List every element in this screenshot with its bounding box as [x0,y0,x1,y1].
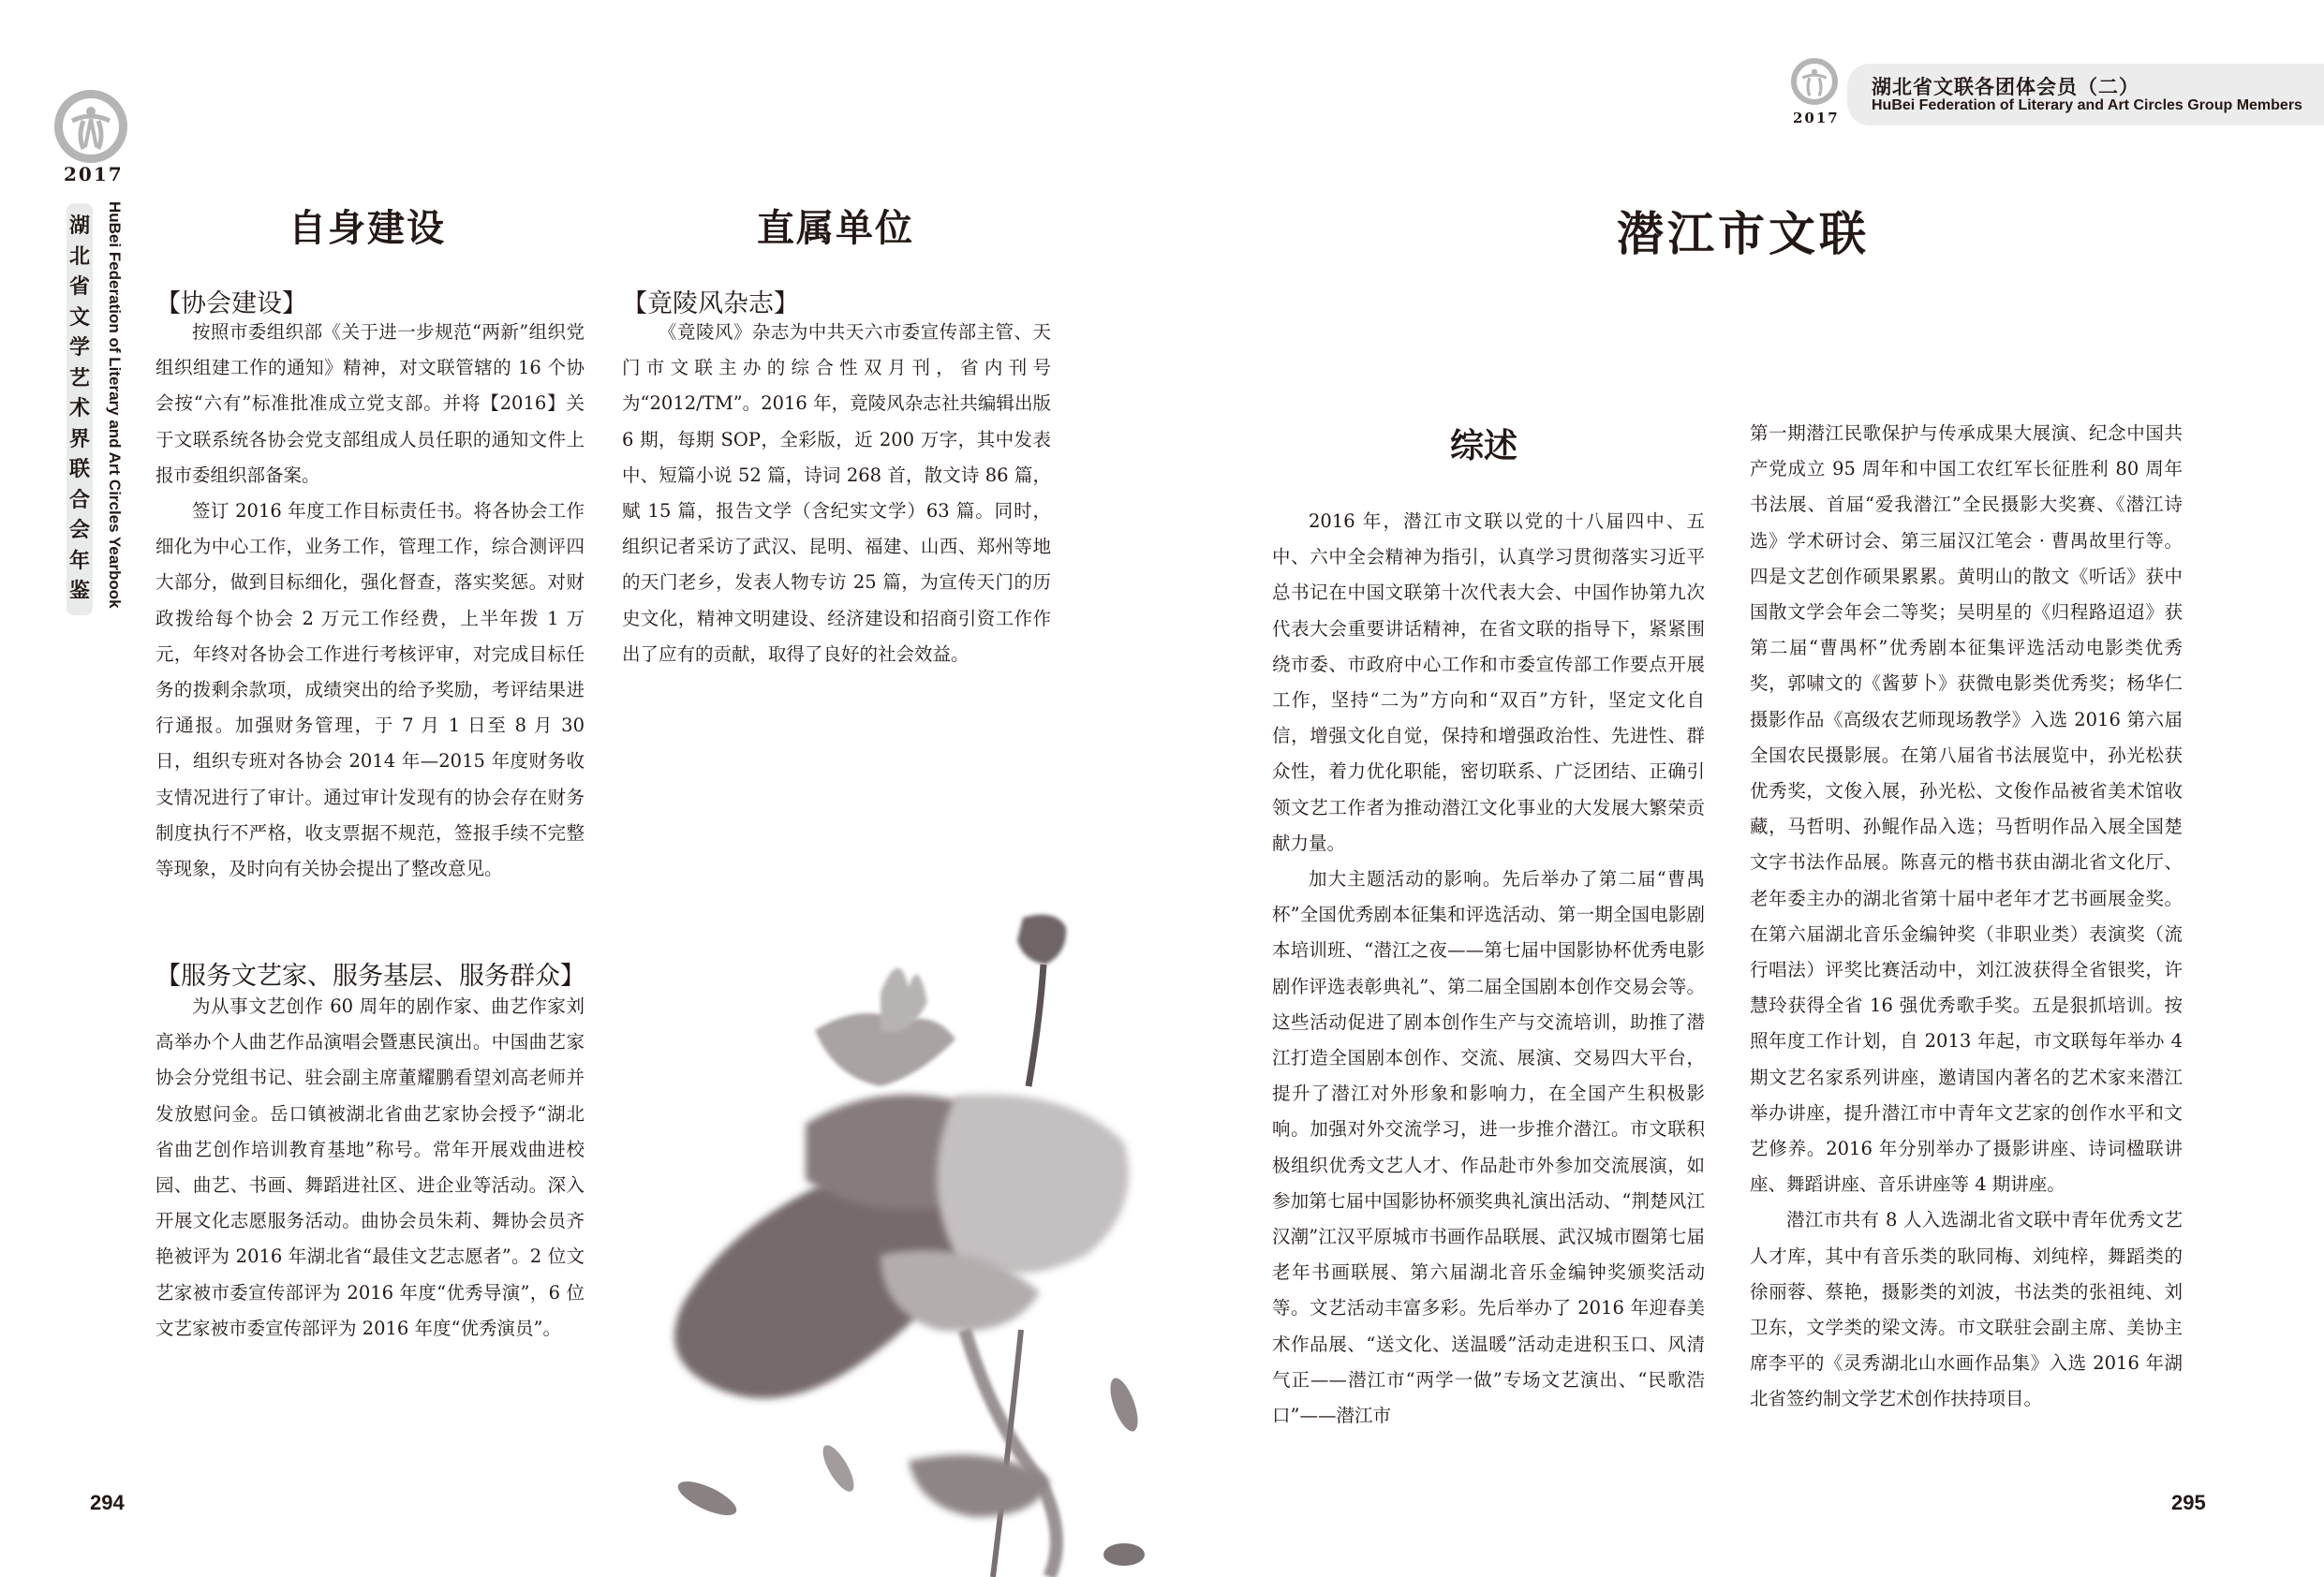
side-title-en [105,201,124,613]
side-title-cn [67,203,93,615]
header-title-en: HuBei Federation of Literary and Art Circles Group Members [1872,97,2302,113]
side-char: 术 [68,397,90,420]
logo-year: 2017 [1793,110,1840,126]
column1-part1 [155,315,585,887]
header-title-cn: 湖北省文联各团体会员（二） [1872,76,2139,98]
paragraph: 签订 2016 年度工作目标责任书。将各协会工作细化为中心工作，业务工作，管理工作，综合测评四大部分，做到目标细化，强化督查，落实奖惩。对财政拨给每个协会 2 万元工作经费，上半年拨 1 万元，年终对各协会工作进行考核评审，对完成目标任务的拨剩余款项，成绩突出的给予奖励，考评结果进行通报。加强财务管理，于 7 月 1 日至 8 月 30 日，组织专班对各协会 2014 年—2015 年度财务收支情况进行了审计。通过审计发现有的协会存在财务制度执行不严格，收支票据不规范，签报手续不完整等现象，及时向有关协会提出了整改意见。 [155,500,585,880]
side-char: 湖 [68,214,90,238]
paragraph: 《竟陵风》杂志为中共天六市委宣传部主管、天门市文联主办的综合性双月刊，省内刊号为“2012/TM”。2016 年，竟陵风杂志社共编辑出版 6 期，每期 SOP，全彩版，近 200 万字，其中发表中、短篇小说 52 篇，诗词 268 首，散文诗 86 篇，赋 15 篇，报告文学（含纪实文学）63 篇。同时，组织记者采访了武汉、昆明、福建、山西、郑州等地的天门老乡，发表人物专访 25 篇，为宣传天门的历史文化，精神文明建设、经济建设和招商引资工作作出了应有的贡献，取得了良好的社会效益。 [622,321,1051,665]
subheading-service: 【服务文艺家、服务基层、服务群众】 [155,962,585,991]
paragraph: 为从事文艺创作 60 周年的剧作家、曲艺作家刘高举办个人曲艺作品演唱会暨惠民演出。中国曲艺家协会分党组书记、驻会副主席董耀鹏看望刘高老师并发放慰问金。岳口镇被湖北省曲艺家协会授予“湖北省曲艺创作培训教育基地”称号。常年开展戏曲进校园、曲艺、书画、舞蹈进社区、进企业等活动。深入开展文化志愿服务活动。曲协会员朱莉、舞协会员齐艳被评为 2016 年湖北省“最佳文艺志愿者”。2 位文艺家被市委宣传部评为 2016 年度“优秀导演”，6 位文艺家被市委宣传部评为 2016 年度“优秀演员”。 [155,995,585,1339]
side-char: 合 [68,488,90,512]
side-char: 联 [68,458,90,481]
section-title-overview: 综述 [1450,427,1518,465]
side-char: 艺 [68,366,90,391]
side-char: 鉴 [68,580,90,603]
side-char: 学 [68,336,90,360]
section-heading-direct-units: 直属单位 [757,207,914,250]
page-title: 潜江市文联 [1617,206,1870,261]
column4-body [1750,416,2183,1418]
page-number-left: 294 [90,1491,125,1514]
side-char: 界 [68,427,90,451]
lotus-ink-painting [600,899,1180,1577]
column1-part2 [155,989,585,1347]
paragraph: 按照市委组织部《关于进一步规范“两新”组织党组织组建工作的通知》精神，对文联管辖的 16 个协会按“六有”标准批准成立党支部。并将【2016】关于文联系统各协会党支部组成人员任职的通知文件上报市委组织部备案。 [155,321,585,486]
side-char: 文 [68,305,90,330]
section-heading-self-building: 自身建设 [289,207,446,250]
side-char: 会 [68,519,90,542]
column2-body [622,315,1051,672]
column3-body [1272,504,1705,1434]
subheading-jinglingfeng: 【竟陵风杂志】 [622,289,799,318]
federation-logo-icon [54,90,127,163]
side-title-en-text: HuBei Federation of Literary and Art Circles Yearbook [106,201,124,609]
paragraph: 加大主题活动的影响。先后举办了第二届“曹禺杯”全国优秀剧本征集和评选活动、第一期全国电影剧本培训班、“潜江之夜——第七届中国影协杯优秀电影剧作评选表彰典礼”、第二届全国剧本创作交易会等。这些活动促进了剧本创作生产与交流培训，助推了潜江打造全国剧本创作、交流、展演、交易四大平台，提升了潜江对外形象和影响力，在全国产生积极影响。加强对外交流学习，进一步推介潜江。市文联积极组织优秀文艺人才、作品赴市外参加交流展演，如参加第七届中国影协杯颁奖典礼演出活动、“荆楚风江汉潮”江汉平原城市书画作品联展、武汉城市圈第七届老年书画联展、第六届湖北音乐金编钟奖颁奖活动等。文艺活动丰富多彩。先后举办了 2016 年迎春美术作品展、“送文化、送温暖”活动走进积玉口、风清气正——潜江市“两学一做”专场文艺演出、“民歌浩口”——潜江市 [1272,868,1705,1427]
side-char: 北 [68,244,90,269]
paragraph: 第一期潜江民歌保护与传承成果大展演、纪念中国共产党成立 95 周年和中国工农红军长征胜利 80 周年书法展、首届“爱我潜江”全民摄影大奖赛、《潜江诗选》学术研讨会、第三届汉江笔会 · 曹禺故里行等。四是文艺创作硕果累累。黄明山的散文《听话》获中国散文学会年会二等奖；吴明星的《归程路迢迢》获第二届“曹禺杯”优秀剧本征集评选活动电影类优秀奖，郭啸文的《酱萝卜》获微电影类优秀奖；杨华仁摄影作品《高级农艺师现场教学》入选 2016 第六届全国农民摄影展。在第八届省书法展览中，孙光松获优秀奖，文俊入展，孙光松、文俊作品被省美术馆收藏，马哲明、孙鲲作品入选；马哲明作品入展全国楚文字书法作品展。陈喜元的楷书获由湖北省文化厅、老年委主办的湖北省第十届中老年才艺书画展金奖。在第六届湖北音乐金编钟奖（非职业类）表演奖（流行唱法）评奖比赛活动中，刘江波获得全省银奖，许慧玲获得全省 16 强优秀歌手奖。五是狠抓培训。按照年度工作计划，自 2013 年起，市文联每年举办 4 期文艺名家系列讲座，邀请国内著名的艺术家来潜江举办讲座，提升潜江市中青年文艺家的创作水平和文艺修养。2016 年分别举办了摄影讲座、诗词楹联讲座、舞蹈讲座、音乐讲座等 4 期讲座。 [1750,422,2183,1196]
subheading-association-building: 【协会建设】 [155,289,307,318]
paragraph: 2016 年，潜江市文联以党的十八届四中、五中、六中全会精神为指引，认真学习贯彻落实习近平总书记在中国文联第十次代表大会、中国作协第九次代表大会重要讲话精神，在省文联的指导下，紧紧围绕市委、市政府中心工作和市委宣传部工作要点开展工作，坚持“二为”方向和“双百”方针，坚定文化自信，增强文化自觉，保持和增强政治性、先进性、群众性，着力优化职能，密切联系、广泛团结、正确引领文艺工作者为推动潜江文化事业的大发展大繁荣贡献力量。 [1272,510,1705,854]
side-char: 省 [68,275,90,299]
page-number-right: 295 [2171,1491,2206,1514]
logo-year: 2017 [64,163,124,185]
paragraph: 潜江市共有 8 人入选湖北省文联中青年优秀文艺人才库，其中有音乐类的耿同梅、刘纯梓，舞蹈类的徐丽蓉、蔡艳，摄影类的刘波，书法类的张祖纯、刘卫东，文学类的梁文涛。市文联驻会副主席、美协主席李平的《灵秀湖北山水画作品集》入选 2016 年湖北省签约制文学艺术创作扶持项目。 [1750,1209,2183,1410]
side-char: 年 [68,549,90,573]
federation-logo-icon [1791,58,1838,105]
